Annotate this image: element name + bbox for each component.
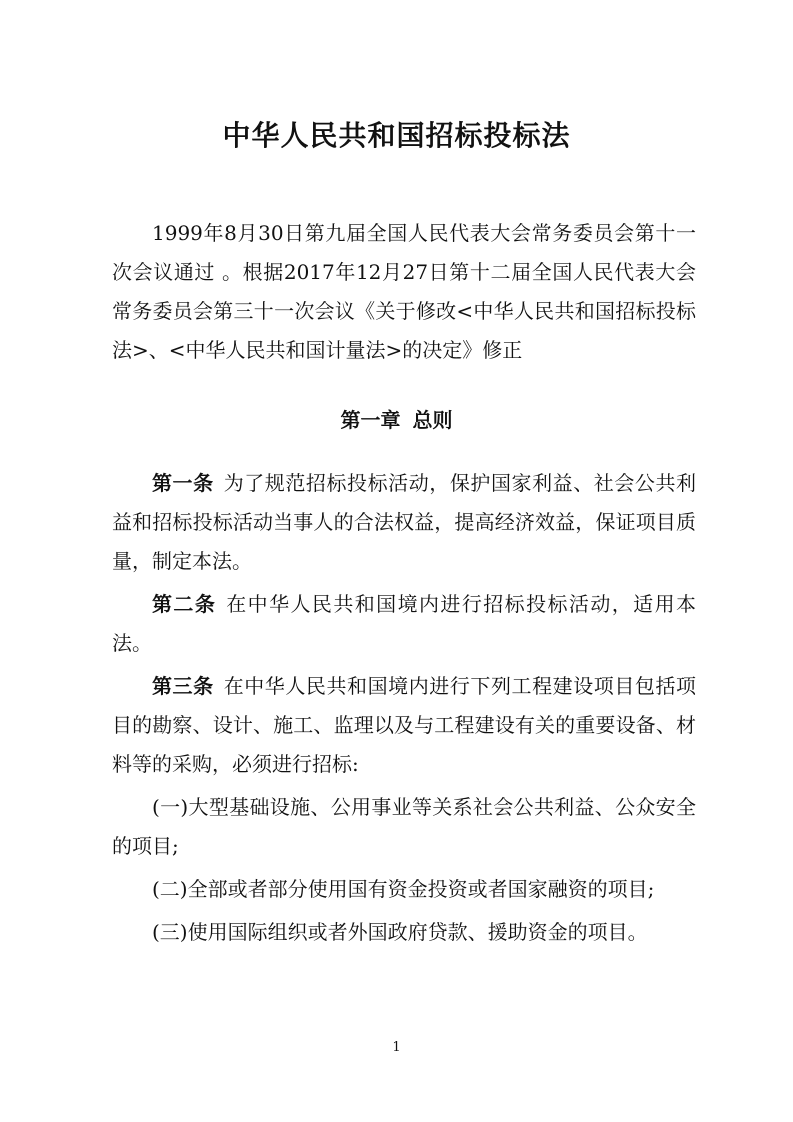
- article-2: [112, 585, 696, 663]
- article-2-label: 第二条: [152, 592, 217, 616]
- article-2-text: 在中华人民共和国境内进行招标投标活动，适用本法。: [112, 592, 696, 655]
- article-1-label: 第一条: [152, 471, 214, 495]
- article-3-label: 第三条: [152, 674, 214, 698]
- article-1: [112, 464, 696, 581]
- chapter-number: 第一章: [340, 408, 401, 432]
- chapter-name: 总则: [412, 408, 453, 432]
- chapter-heading: [0, 405, 793, 435]
- preamble: [112, 214, 696, 370]
- list-item-1: (一)大型基础设施、公用事业等关系社会公共利益、公众安全的项目;: [112, 795, 696, 858]
- article-3: [112, 667, 696, 784]
- document-title: 中华人民共和国招标投标法: [222, 119, 571, 152]
- list-item-3: (三)使用国际组织或者外国政府贷款、援助资金的项目。: [152, 920, 648, 944]
- articles: [112, 464, 696, 952]
- page-number: 1: [392, 1040, 401, 1055]
- article-1-text: 为了规范招标投标活动，保护国家利益、社会公共利益和招标投标活动当事人的合法权益，提高经济效益，保证项目质量，制定本法。: [112, 471, 697, 573]
- article-3-text: 在中华人民共和国境内进行下列工程建设项目包括项目的勘察、设计、施工、监理以及与工程建设有关的重要设备、材料等的采购，必须进行招标:: [112, 674, 697, 776]
- list-item-2: (二)全部或者部分使用国有资金投资或者国家融资的项目;: [152, 877, 655, 901]
- preamble-text: 1999年8月30日第九届全国人民代表大会常务委员会第十一次会议通过 。根据2017年12月27日第十二届全国人民代表大会常务委员会第三十一次会议《关于修改<中华人民共和国招标投标法>、<中华人民共和国计量法>的决定》修正: [112, 221, 696, 362]
